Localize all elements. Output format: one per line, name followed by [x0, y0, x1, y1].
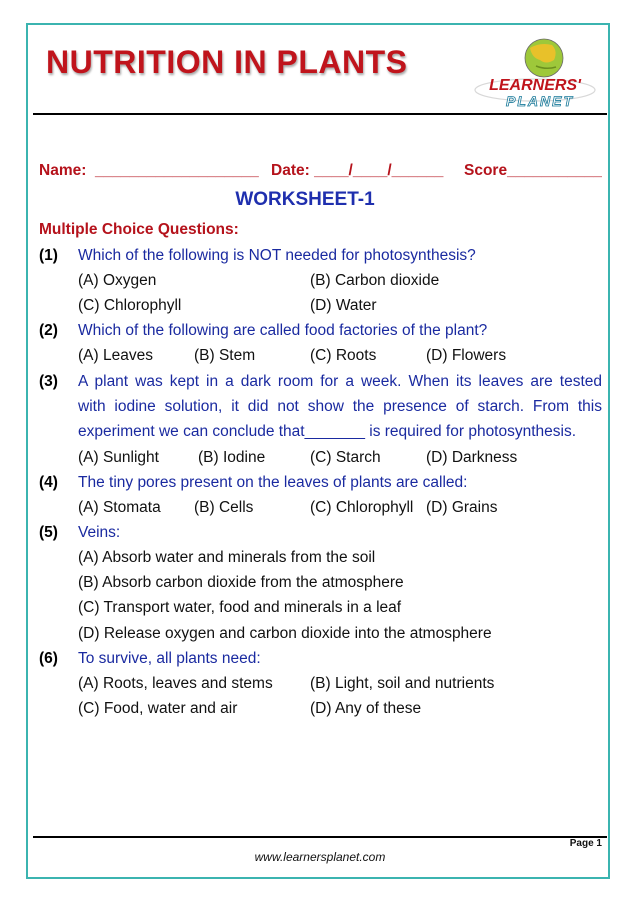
option: (C) Starch	[310, 449, 381, 466]
option: (A) Sunlight	[78, 449, 159, 466]
option: (B) Stem	[194, 347, 256, 364]
option: (C) Chlorophyll	[78, 297, 182, 314]
option: (D) Flowers	[426, 347, 507, 364]
option: (B) Absorb carbon dioxide from the atmosphere	[78, 574, 404, 591]
option: (A) Roots, leaves and stems	[78, 675, 273, 692]
question-number: (1)	[39, 247, 58, 264]
score-blank: ___________	[507, 162, 602, 179]
option: (A) Oxygen	[78, 272, 157, 289]
header-rule	[33, 113, 607, 115]
question-text: Which of the following are called food factories of the plant?	[78, 322, 488, 339]
date-field-label: Date: ____/____/______	[271, 162, 444, 179]
option: (D) Water	[310, 297, 377, 314]
option: (D) Any of these	[310, 700, 422, 717]
question-text-line: with iodine solution, it did not show the presence of starch. From this	[78, 398, 602, 415]
score-field-label: Score___________	[464, 162, 602, 179]
footer-rule	[33, 836, 607, 838]
option: (A) Stomata	[78, 499, 161, 516]
option: (D) Grains	[426, 499, 498, 516]
option: (A) Leaves	[78, 347, 153, 364]
footer-url: www.learnersplanet.com	[254, 850, 386, 864]
option: (C) Roots	[310, 347, 377, 364]
option: (D) Release oxygen and carbon dioxide into the atmosphere	[78, 625, 492, 642]
question-text: To survive, all plants need:	[78, 650, 261, 667]
option: (B) Light, soil and nutrients	[310, 675, 495, 692]
section-title: Multiple Choice Questions:	[39, 221, 239, 238]
question-text: Which of the following is NOT needed for photosynthesis?	[78, 247, 476, 264]
question-text-line: A plant was kept in a dark room for a week. When its leaves are tested	[78, 373, 602, 390]
question-text: The tiny pores present on the leaves of plants are called:	[78, 474, 468, 491]
question-number: (5)	[39, 524, 58, 541]
question-number: (2)	[39, 322, 58, 339]
name-field-label: Name: ___________________	[39, 162, 259, 179]
worksheet-title: WORKSHEET-1	[235, 189, 375, 210]
logo-text-planet: PLANET	[506, 93, 574, 109]
option: (B) Carbon dioxide	[310, 272, 440, 289]
option: (A) Absorb water and minerals from the soil	[78, 549, 376, 566]
option: (C) Chlorophyll	[310, 499, 414, 516]
option: (B) Cells	[194, 499, 254, 516]
logo-text-learners: LEARNERS'	[489, 77, 581, 94]
option: (C) Food, water and air	[78, 700, 238, 717]
page-number: Page 1	[569, 838, 602, 849]
date-blank: ____/____/______	[314, 162, 444, 179]
option: (B) Iodine	[198, 449, 266, 466]
option: (D) Darkness	[426, 449, 518, 466]
question-number: (6)	[39, 650, 58, 667]
question-text: Veins:	[78, 524, 121, 541]
page-title: NUTRITION IN PLANTS	[46, 44, 408, 80]
name-blank: ___________________	[95, 162, 259, 179]
question-number: (4)	[39, 474, 58, 491]
option: (C) Transport water, food and minerals in a leaf	[78, 599, 402, 616]
question-number: (3)	[39, 373, 58, 390]
learners-planet-logo	[460, 36, 610, 114]
question-text-line: experiment we can conclude that_______ is required for photosynthesis.	[78, 423, 577, 440]
